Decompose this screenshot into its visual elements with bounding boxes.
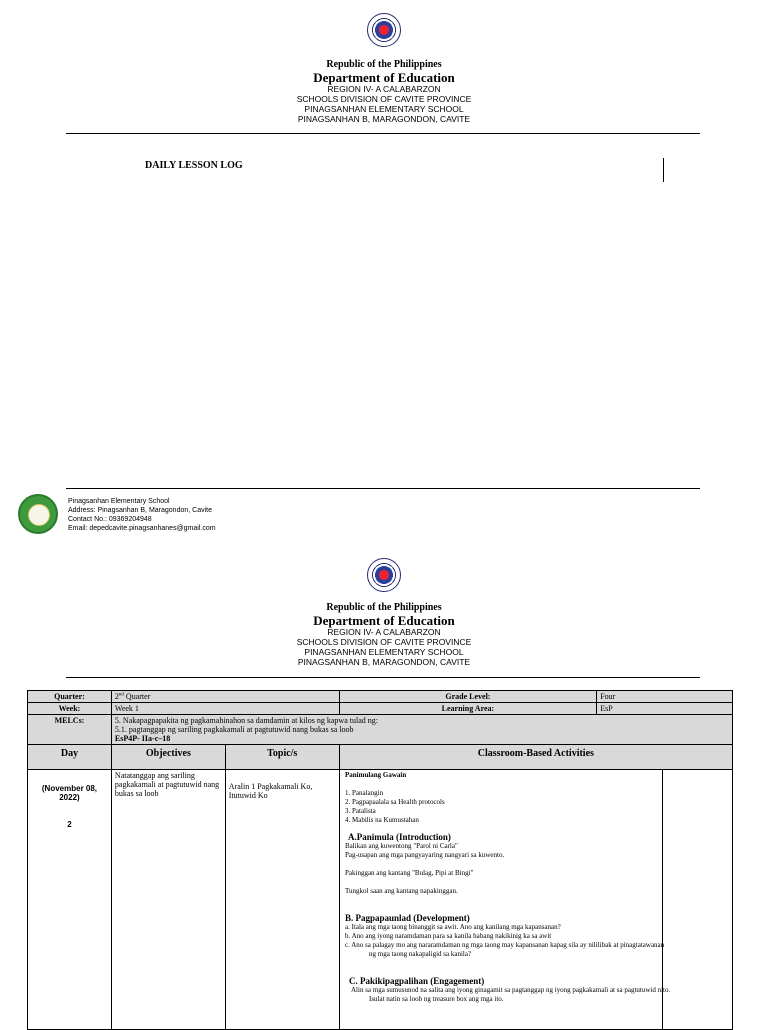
- header-divider: [66, 133, 700, 134]
- melcs-row: [28, 715, 733, 745]
- col-activities: Classroom-Based Activities: [339, 745, 732, 770]
- school-text: PINAGSANHAN ELEMENTARY SCHOOL: [304, 103, 464, 114]
- footer-contact: [68, 497, 216, 533]
- school-text: PINAGSANHAN ELEMENTARY SCHOOL: [304, 646, 464, 657]
- footer-phone: Contact No.: 09369204948: [68, 516, 152, 523]
- melcs-line-2: 5.1. pagtanggap ng sariling pagkakamali at pagtutuwid nang bukas sa loob: [114, 725, 354, 734]
- week-label: Week:: [28, 703, 112, 715]
- letterhead: [0, 59, 768, 125]
- quarter-value: 2nd Quarter: [111, 691, 339, 703]
- section-a-title: A.Panimula (Introduction): [348, 832, 451, 842]
- objective-cell: Natatanggap ang sariling pagkakamali at pagtutuwid nang bukas sa loob: [111, 770, 225, 1030]
- deped-seal-icon: [367, 13, 401, 47]
- panimulang-item: 3. Patalista: [345, 807, 376, 815]
- area-value: EsP: [597, 703, 733, 715]
- school-logo-icon: [18, 494, 58, 534]
- address-text: PINAGSANHAN B, MARAGONDON, CAVITE: [297, 656, 471, 667]
- address-text: PINAGSANHAN B, MARAGONDON, CAVITE: [297, 113, 471, 124]
- activities-content: [345, 771, 730, 1004]
- panimulang-title: Panimulang Gawain: [345, 771, 407, 779]
- col-day: Day: [28, 745, 112, 770]
- region-text: REGION IV- A CALABARZON: [327, 84, 441, 95]
- region-text: REGION IV- A CALABARZON: [327, 627, 441, 638]
- deped-seal-icon: [367, 558, 401, 592]
- col-topic: Topic/s: [225, 745, 339, 770]
- panimulang-item: 2. Pagpapaalala sa Health protocols: [345, 798, 445, 806]
- day-cell: [28, 770, 112, 1030]
- quarter-label: Quarter:: [28, 691, 112, 703]
- quarter-row: [28, 691, 733, 703]
- melcs-line-1: 5. Nakapagpapakita ng pagkamahinahon sa damdamin at kilos ng kapwa tulad ng:: [114, 716, 378, 725]
- letterhead: [0, 602, 768, 668]
- grade-value: Four: [597, 691, 733, 703]
- footer-divider: [66, 488, 700, 489]
- section-b-item: c. Ano sa palagay mo ang nararamdaman ng mga taong may kapansanan kapag sila ay nililibak at pinagtatawanan: [345, 941, 665, 949]
- panimulang-item: 1. Panalangin: [345, 789, 384, 797]
- section-b-item: b. Ano ang iyong naramdaman para sa kanila habang nakikinig ka sa awit: [345, 932, 552, 940]
- week-value: Week 1: [111, 703, 339, 715]
- footer-school: Pinagsanhan Elementary School: [68, 498, 170, 505]
- section-a-listen: Pakinggan ang kantang "Bulag, Pipi at Bingi": [345, 869, 474, 877]
- footer-address: Address: Pinagsanhan B, Maragondon, Cavite: [68, 507, 212, 514]
- header-divider: [66, 677, 700, 678]
- topic-cell: Aralin 1 Pagkakamali Ko, Itutuwid Ko: [225, 770, 339, 1030]
- area-label: Learning Area:: [339, 703, 597, 715]
- melcs-code: EsP4P- IIa-c–18: [114, 734, 171, 743]
- col-objectives: Objectives: [111, 745, 225, 770]
- day-date: (November 08, 2022): [41, 784, 98, 802]
- section-a-question: Tungkol saan ang kantang napakinggan.: [345, 887, 458, 895]
- department-text: Department of Education: [313, 612, 455, 628]
- section-c-title: C. Pakikipagpalihan (Engagement): [349, 976, 485, 986]
- section-a-line: Pag-usapan ang mga pangyayaring nangyari sa kuwento.: [345, 851, 505, 859]
- section-b-cont: ng mga taong nakapaligid sa kanila?: [369, 950, 472, 958]
- department-text: Department of Education: [313, 69, 455, 85]
- footer-email: Email: depedcavite.pinagsanhanes@gmail.com: [68, 525, 216, 532]
- text-cursor-line: [663, 158, 664, 182]
- section-b-title: B. Pagpapaunlad (Development): [345, 913, 470, 923]
- day-number: 2: [67, 820, 72, 829]
- republic-text: Republic of the Philippines: [326, 602, 442, 613]
- republic-text: Republic of the Philippines: [326, 59, 442, 70]
- page-title: DAILY LESSON LOG: [145, 160, 243, 171]
- melcs-value: [111, 715, 732, 745]
- week-row: [28, 703, 733, 715]
- section-c-line: Isulat natin sa loob ng treasure box ang mga ito.: [369, 995, 504, 1003]
- section-b-item: a. Itala ang mga taong binanggit sa awit. Ano ang kanilang mga kapansanan?: [345, 923, 561, 931]
- column-header-row: [28, 745, 733, 770]
- division-text: SCHOOLS DIVISION OF CAVITE PROVINCE: [296, 94, 472, 105]
- section-c-line: Alin sa mga sumusunod na salita ang iyong ginagamit sa pagtanggap ng iyong pagkakamali at sa pagtutuwid nito.: [351, 986, 671, 994]
- section-a-line: Balikan ang kuwentong "Parol ni Carla": [345, 842, 458, 850]
- grade-label: Grade Level:: [339, 691, 597, 703]
- panimulang-item: 4. Mabilis na Kumustahan: [345, 816, 419, 824]
- melcs-label: MELCs:: [28, 715, 112, 745]
- division-text: SCHOOLS DIVISION OF CAVITE PROVINCE: [296, 637, 472, 648]
